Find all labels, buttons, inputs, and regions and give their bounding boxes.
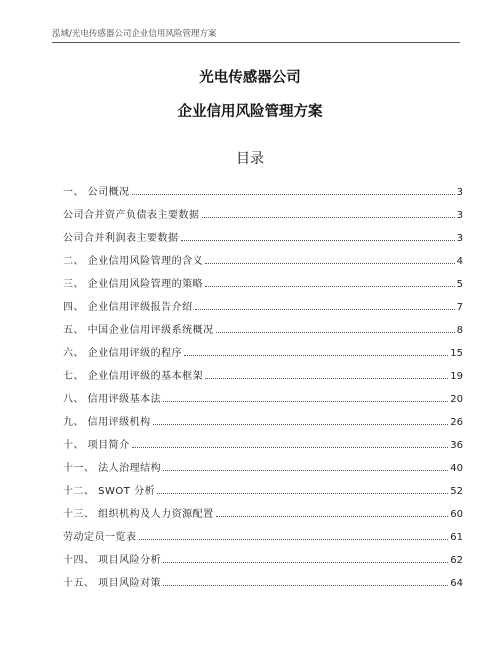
toc-dot-leader <box>132 446 449 448</box>
toc-dot-leader <box>184 354 448 356</box>
document-title-line-1: 光电传感器公司 <box>199 70 301 86</box>
toc-entry-label: 劳动定员一览表 <box>63 532 137 543</box>
toc-entry-page-number: 64 <box>450 578 463 589</box>
toc-entry[interactable] <box>63 520 463 543</box>
toc-dot-leader <box>139 538 449 540</box>
toc-entry[interactable] <box>63 405 463 428</box>
toc-entry-label: 公司合并资产负债表主要数据 <box>63 210 200 221</box>
toc-dot-leader <box>216 515 449 517</box>
toc-entry[interactable] <box>63 474 463 497</box>
toc-entry[interactable] <box>63 290 463 313</box>
toc-entry-page-number: 15 <box>450 348 463 359</box>
toc-entry-page-number: 5 <box>456 279 463 290</box>
toc-entry[interactable] <box>63 497 463 520</box>
toc-entry[interactable] <box>63 359 463 382</box>
toc-entry-label: 十一、 法人治理结构 <box>63 463 162 474</box>
toc-entry-label: 七、 企业信用评级的基本框架 <box>63 371 204 382</box>
toc-dot-leader <box>153 423 449 425</box>
toc-dot-leader <box>205 377 448 379</box>
toc-heading: 目录 <box>236 151 264 167</box>
toc-entry-page-number: 36 <box>450 440 463 451</box>
toc-dot-leader <box>181 239 455 241</box>
toc-entry-label: 四、 企业信用评级报告介绍 <box>63 302 193 313</box>
toc-entry-page-number: 3 <box>456 233 463 244</box>
toc-entry[interactable] <box>63 336 463 359</box>
toc-entry-page-number: 8 <box>456 325 463 336</box>
running-header: 泓域/光电传感器公司企业信用风险管理方案 <box>52 29 217 39</box>
toc-entry[interactable] <box>63 428 463 451</box>
toc-entry[interactable] <box>63 244 463 267</box>
toc-entry[interactable] <box>63 175 463 198</box>
toc-entry[interactable] <box>63 543 463 566</box>
toc-entry-label: 二、 企业信用风险管理的含义 <box>63 256 204 267</box>
toc-entry-label: 十、 项目简介 <box>63 440 130 451</box>
toc-entry-page-number: 7 <box>456 302 463 313</box>
toc-entry[interactable] <box>63 267 463 290</box>
header-divider <box>52 42 460 43</box>
toc-entry[interactable] <box>63 198 463 221</box>
table-of-contents <box>63 175 463 589</box>
toc-dot-leader <box>202 216 455 218</box>
toc-dot-leader <box>132 193 455 195</box>
toc-dot-leader <box>163 584 448 586</box>
toc-dot-leader <box>205 262 454 264</box>
toc-entry-page-number: 20 <box>450 394 463 405</box>
toc-dot-leader <box>205 285 454 287</box>
toc-entry-page-number: 4 <box>456 256 463 267</box>
toc-entry-label: 十三、 组织机构及人力资源配置 <box>63 509 214 520</box>
toc-entry-label: 八、 信用评级基本法 <box>63 394 162 405</box>
toc-entry-page-number: 40 <box>450 463 463 474</box>
toc-entry-page-number: 3 <box>456 210 463 221</box>
toc-entry[interactable] <box>63 221 463 244</box>
toc-entry-page-number: 60 <box>450 509 463 520</box>
toc-dot-leader <box>195 308 455 310</box>
toc-entry-label: 三、 企业信用风险管理的策略 <box>63 279 204 290</box>
toc-entry-label: 五、 中国企业信用评级系统概况 <box>63 325 214 336</box>
toc-dot-leader <box>163 469 448 471</box>
toc-entry-label: 六、 企业信用评级的程序 <box>63 348 183 359</box>
toc-entry-label: 九、 信用评级机构 <box>63 417 151 428</box>
toc-entry-page-number: 3 <box>456 187 463 198</box>
toc-entry[interactable] <box>63 566 463 589</box>
toc-entry-label: 十四、 项目风险分析 <box>63 555 162 566</box>
toc-dot-leader <box>157 492 448 494</box>
toc-dot-leader <box>163 400 448 402</box>
toc-entry-label: 十二、 SWOT 分析 <box>63 486 156 497</box>
toc-entry-page-number: 62 <box>450 555 463 566</box>
toc-entry-label: 一、 公司概况 <box>63 187 130 198</box>
toc-entry-label: 十五、 项目风险对策 <box>63 578 162 589</box>
document-title-line-2: 企业信用风险管理方案 <box>177 104 323 120</box>
toc-dot-leader <box>216 331 455 333</box>
toc-entry-page-number: 26 <box>450 417 463 428</box>
toc-entry-label: 公司合并利润表主要数据 <box>63 233 179 244</box>
toc-entry[interactable] <box>63 451 463 474</box>
toc-dot-leader <box>163 561 448 563</box>
toc-entry-page-number: 19 <box>450 371 463 382</box>
toc-entry[interactable] <box>63 382 463 405</box>
toc-entry[interactable] <box>63 313 463 336</box>
toc-entry-page-number: 52 <box>450 486 463 497</box>
toc-entry-page-number: 61 <box>450 532 463 543</box>
